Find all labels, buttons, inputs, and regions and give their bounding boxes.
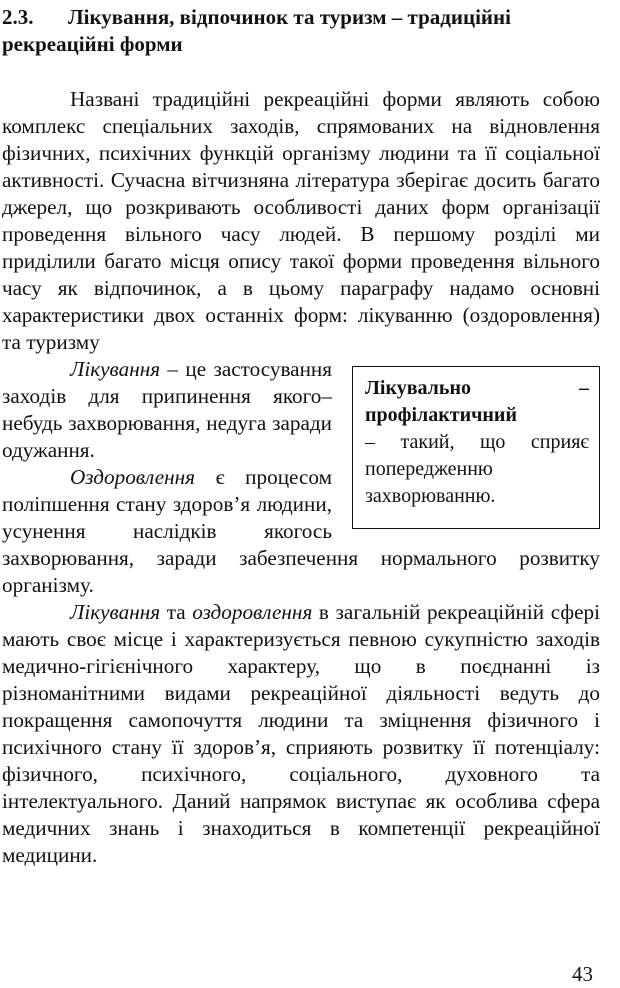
section-heading (2, 4, 614, 58)
section-title-line2: рекреаційні форми (2, 32, 183, 56)
body-text (2, 86, 600, 869)
sidebar-term-line1: Лікувально – (365, 377, 589, 399)
treatment-term: Лікування (70, 357, 161, 381)
main-conjunction: та (160, 600, 193, 624)
section-title-line1: Лікування, відпочинок та туризм – традиційні (68, 5, 511, 29)
main-term-treatment: Лікування (70, 600, 161, 624)
sidebar-definition: – такий, що сприяє попередженню захворюванню. (365, 431, 589, 507)
definition-sidebar-box (352, 366, 600, 529)
health-text: є процесом поліпшення стану здоров’я людини, усунення наслідків якогось захворювання, заради забезпечення нормального розвитку організму. (2, 465, 600, 597)
page-number: 43 (572, 962, 593, 986)
section-number: 2.3. (2, 5, 34, 29)
health-term: Оздоровлення (70, 465, 196, 489)
main-text: в загальній рекреаційній сфері мають своє місце і характеризується певною сукупністю заходів медично-гігієнічного характеру, що в поєднанні із різноманітними видами рекреаційної діяльності ведуть до покращення самопочуття людини та зміцнення фізичного і психічного стану її здоров’я, сприяють розвитку її потенціалу: фізичного, психічного, соціального, духовного та інтелектуального. Даний напрямок виступає як особлива сфера медичних знань і знаходиться в компетенції рекреаційної медицини. (2, 600, 600, 867)
main-term-health: оздоровлення (192, 600, 313, 624)
treatment-text: – це застосування заходів для припинення якого–небудь захворювання, недуга заради одужання. (2, 357, 332, 462)
sidebar-term-line2: профілактичний (365, 404, 517, 426)
main-paragraph (2, 599, 600, 869)
intro-paragraph: Названі традиційні рекреаційні форми являють собою комплекс спеціальних заходів, спрямованих на відновлення фізичних, психічних функцій організму людини та її соціальної активності. Сучасна вітчизняна література зберігає досить багато джерел, що розкривають особливості даних форм організації проведення вільного часу людей. В першому розділі ми приділили багато місця опису такої форми проведення вільного часу як відпочинок, а в цьому параграфу надамо основні характеристики двох останніх форм: лікуванню (оздоровлення) та туризму (2, 87, 600, 354)
